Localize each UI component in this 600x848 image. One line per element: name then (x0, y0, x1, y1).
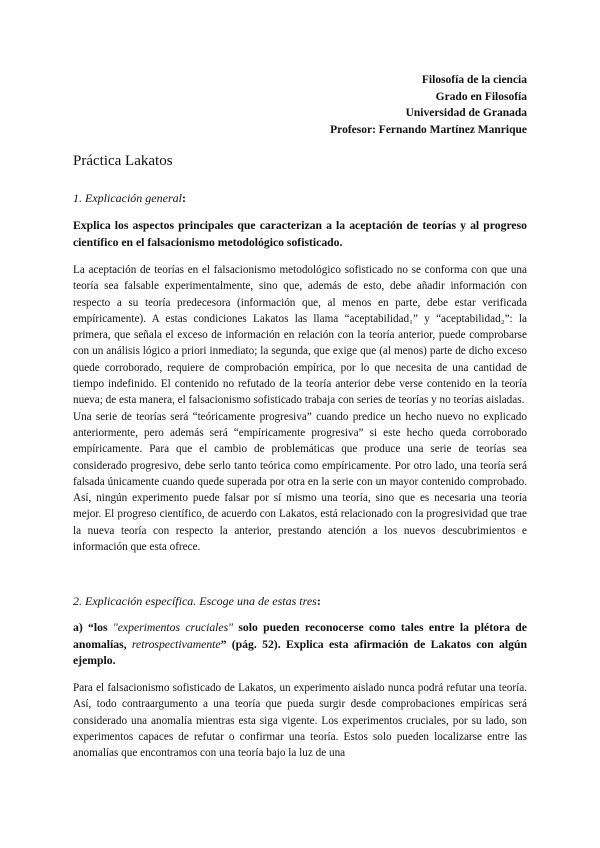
question-part-c: solo pueden reconocerse como tales entre la plétora de anomalías, (73, 621, 527, 651)
question-part-b: "experimentos cruciales" (112, 621, 234, 634)
question-part-d: retrospectivamente (131, 637, 221, 651)
question-part-e: ” (pág. 52). Explica esta afirmación de Lakatos con algún ejemplo. (73, 637, 527, 667)
section-1-body (73, 262, 527, 555)
question-part-a: a) “los (73, 621, 113, 634)
section-1-heading-text: 1. Explicación general (73, 191, 182, 205)
document-header (330, 72, 527, 138)
section-1-paragraph-2: Una serie de teorías será “teóricamente progresiva” cuando predice un hecho nuevo no explicado anteriormente, pero además será “empíricamente progresiva” si este hecho queda corroborado empíricamente. Para que el cambio de problemáticas que produce una serie de teorías sea considerado progresivo, debe serlo tanto teórica como empíricamente. Por otro lado, una teoría será falsada únicamente cuando quede superada por otra en la serie con un mayor contenido comprobado. Así, ningún experimento puede falsar por sí mismo una teoría, sino que es necesaria una teoría mejor. El progreso científico, de acuerdo con Lakatos, está relacionado con la progresividad que trae la nueva teoría con respecto la anterior, prestando atención a los nuevos descubrimientos e información que esta ofrece. (73, 410, 527, 554)
section-1-question: Explica los aspectos principales que caracterizan a la aceptación de teorías y al progreso científico en el falsacionismo metodológico sofisticado. (73, 219, 527, 249)
section-2-body (73, 680, 527, 761)
section-2-paragraph-1: Para el falsacionismo sofisticado de Lakatos, un experimento aislado nunca podrá refutar una teoría. Así, todo contraargumento a una teoría que pueda surgir desde comprobaciones empíricas será considerado una anomalía mientras esta siga vigente. Los experimentos cruciales, por su lado, son experimentos capaces de refutar o confirmar una teoría. Estos solo pueden localizarse entre las anomalías que encontramos con una teoría bajo la luz de una (73, 682, 527, 760)
section-1-heading (73, 191, 186, 206)
section-1-paragraph-1: La aceptación de teorías en el falsacionismo metodológico sofisticado no se conforma con que una teoría sea falsable experimentalmente, sino que, además de esto, debe añadir información con respecto a su teoría predecesora (información que, al menos en parte, debe estar verificada empíricamente). A estas condiciones Lakatos las llama “aceptabilidad₁” y “aceptabilidad₂”: la primera, que señala el exceso de información en relación con la teoría anterior, puede comprobarse con un análisis lógico a priori inmediato; la segunda, que exige que (al menos) parte de dicho exceso quede corroborado, requiere de comprobación empírica, por lo que necesita de una cantidad de tiempo indefinido. El contenido no refutado de la teoría anterior debe verse contenido en la teoría nueva; de esta manera, el falsacionismo sofisticado trabaja con series de teorías y no teorías aisladas. (73, 264, 527, 407)
section-2-question (73, 620, 527, 670)
section-2-heading (73, 594, 321, 609)
page-title: Práctica Lakatos (73, 153, 173, 169)
header-university: Universidad de Granada (405, 107, 527, 119)
header-degree: Grado en Filosofía (435, 90, 527, 103)
section-2-heading-text: 2. Explicación específica. Escoge una de estas tres (73, 594, 317, 608)
header-professor: Profesor: Fernando Martínez Manrique (330, 123, 527, 136)
section-1-heading-colon: : (181, 191, 186, 205)
header-course: Filosofía de la ciencia (421, 74, 527, 86)
section-2-heading-colon: : (316, 594, 321, 608)
